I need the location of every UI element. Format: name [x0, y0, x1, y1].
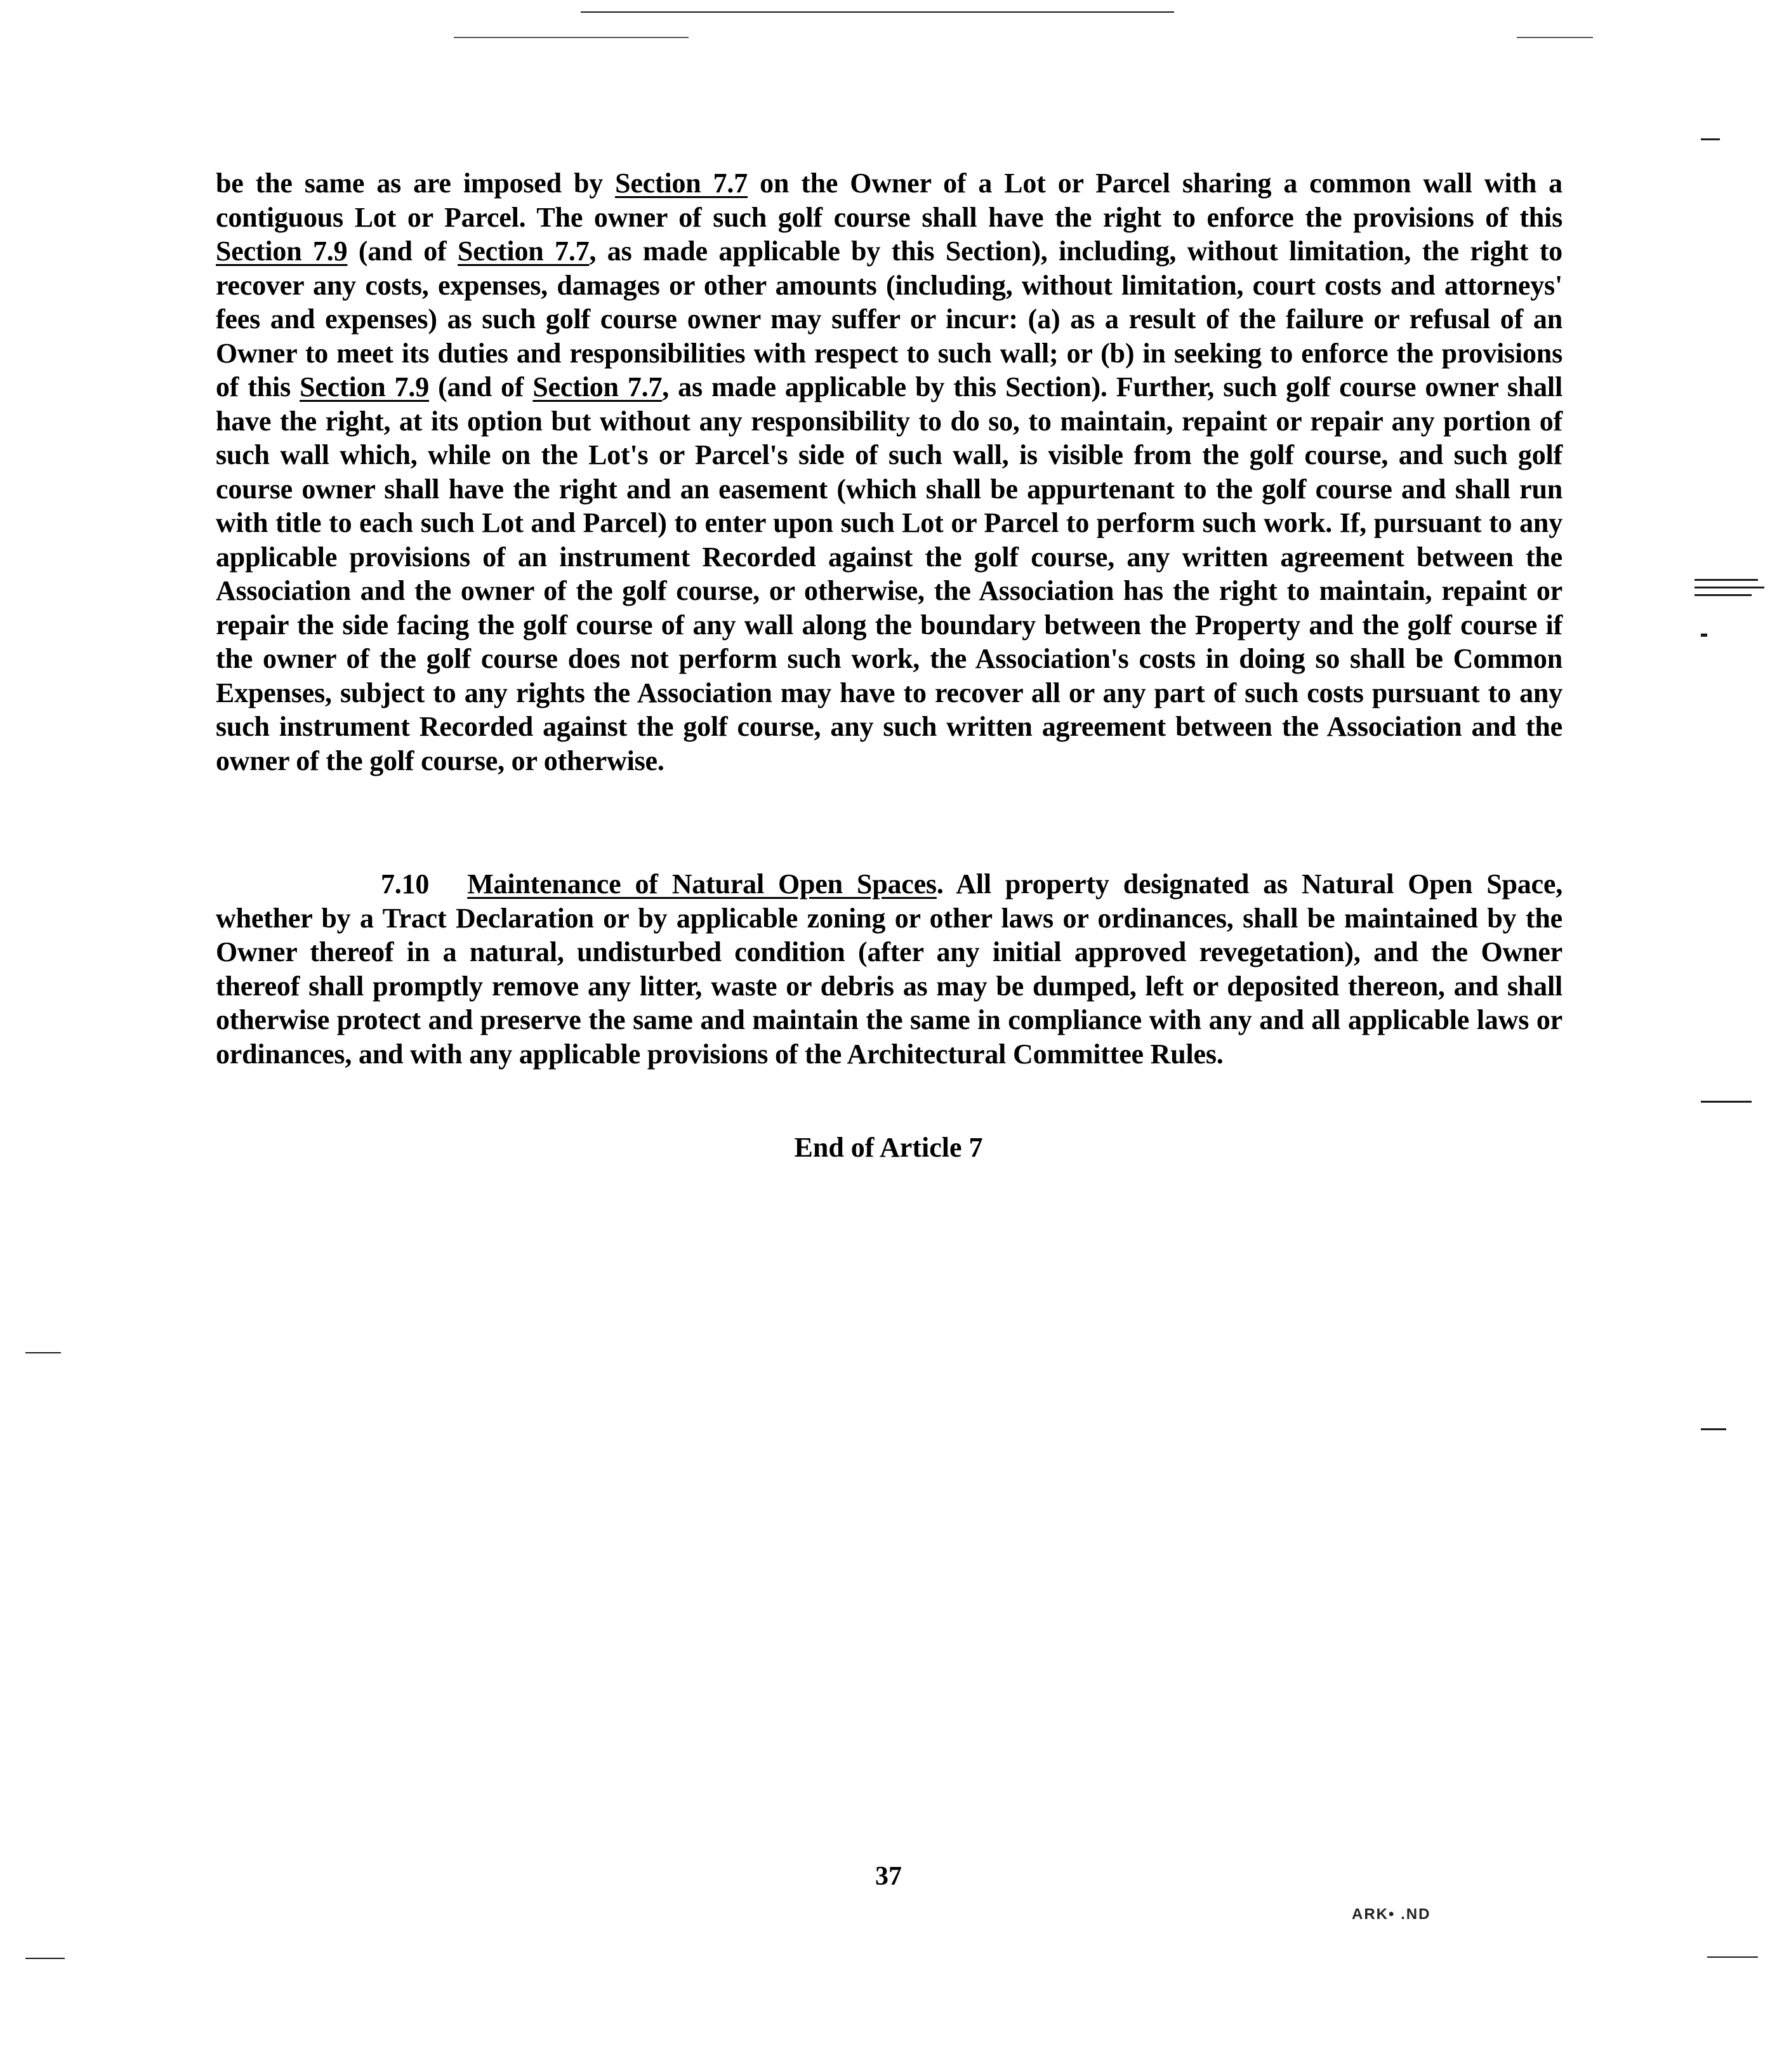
section-reference: Section 7.7	[458, 236, 590, 267]
paragraph-text: be the same as are imposed by	[216, 168, 616, 199]
section-7-10-paragraph	[216, 867, 1562, 1071]
scan-artifact-right-mark-6	[1701, 1101, 1752, 1103]
scan-artifact-top-rule	[581, 11, 1174, 13]
section-number: 7.10	[381, 868, 430, 900]
scan-artifact-top-dashes-right	[1517, 37, 1593, 38]
scan-artifact-left-mark-1	[25, 1352, 61, 1353]
scan-artifact-right-mark-7	[1701, 1428, 1726, 1430]
scan-artifact-top-dashes	[454, 37, 689, 38]
section-reference: Section 7.9	[216, 236, 348, 267]
footer-document-code: ARK• .ND	[1352, 1906, 1431, 1923]
scan-artifact-right-mark-5	[1701, 634, 1707, 637]
section-reference: Section 7.9	[300, 371, 430, 402]
scan-artifact-right-mark-8	[1707, 1956, 1758, 1958]
scan-artifact-right-mark-1	[1701, 138, 1720, 140]
paragraph-text: (and of	[429, 371, 533, 402]
section-reference: Section 7.7	[615, 168, 748, 199]
section-heading: Maintenance of Natural Open Spaces	[467, 868, 937, 900]
scan-artifact-right-mark-3	[1694, 587, 1764, 588]
end-of-article-label: End of Article 7	[794, 1132, 983, 1163]
paragraph-text: (and of	[347, 236, 458, 267]
section-reference: Section 7.7	[532, 371, 663, 402]
scan-artifact-right-mark-2	[1694, 579, 1758, 581]
scan-artifact-left-mark-2	[25, 1958, 65, 1959]
paragraph-text: , as made applicable by this Section). Further, such golf course owner shall have the right, at its option but without any responsibility to do so, to maintain, repaint or repair any portion of such wall which, while on the Lot's or Parcel's side of such wall, is visible from the golf course, and such golf course owner shall have the right and an easement (which shall be appurtenant to the golf course and shall run with title to each such Lot and Parcel) to enter upon such Lot or Parcel to perform such work. If, pursuant to any applicable provisions of an instrument Recorded against the golf course, any written agreement between the Association and the owner of the golf course, or otherwise, the Association has the right to maintain, repaint or repair the side facing the golf course of any wall along the boundary between the Property and the golf course if the owner of the golf course does not perform such work, the Association's costs in doing so shall be Common Expenses, subject to any rights the Association may have to recover all or any part of such costs pursuant to any such instrument Recorded against the golf course, any such written agreement between the Association and the owner of the golf course, or otherwise.	[216, 371, 1562, 776]
page-number: 37	[875, 1862, 902, 1891]
paragraph-text: . All property designated as Natural Open Space, whether by a Tract Declaration or by applicable zoning or other laws or ordinances, shall be maintained by the Owner thereof in a natural, undisturbed condition (after any initial approved revegetation), and the Owner thereof shall promptly remove any litter, waste or debris as may be dumped, left or deposited thereon, and shall otherwise protect and preserve the same and maintain the same in compliance with any and all applicable laws or ordinances, and with any applicable provisions of the Architectural Committee Rules.	[216, 868, 1562, 1070]
scan-artifact-right-mark-4	[1694, 594, 1752, 596]
section-7-9-continuation-paragraph	[216, 166, 1562, 778]
paragraph-text: on the Owner of a Lot or Parcel sharing a common wall with a contiguous Lot or Parcel. The owner of such golf course shall have the right to enforce the provisions of this	[216, 168, 1562, 233]
paragraph-text: , as made applicable by this Section), including, without limitation, the right to recover any costs, expenses, damages or other amounts (including, without limitation, court costs and attorneys' fees and expenses) as such golf course owner may suffer or incur: (a) as a result of the failure or refusal of an Owner to meet its duties and responsibilities with respect to such wall; or (b) in seeking to enforce the provisions of this	[216, 236, 1562, 402]
